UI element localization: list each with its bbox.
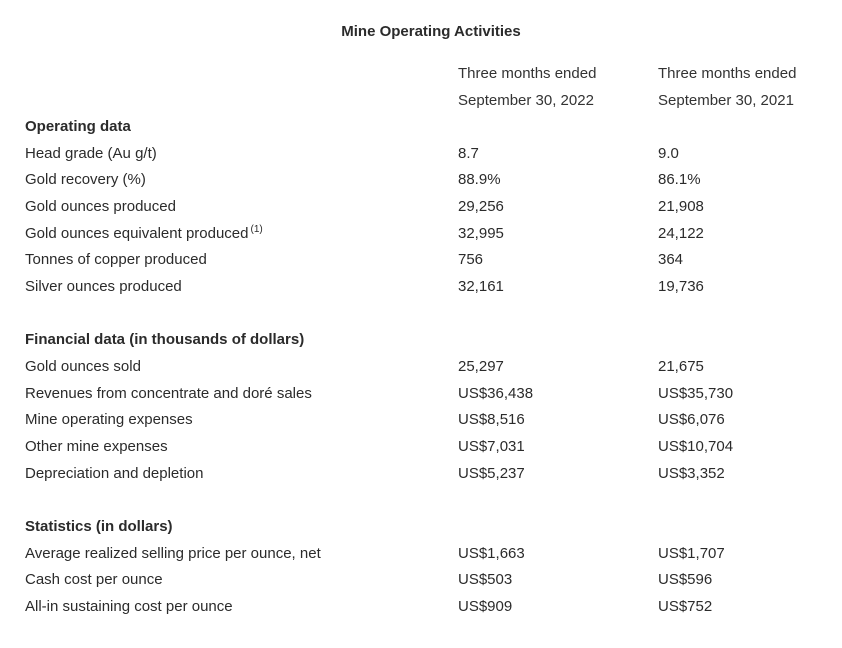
- value-2021: 9.0: [658, 145, 679, 162]
- row-label: Depreciation and depletion: [25, 465, 204, 482]
- table-title: Mine Operating Activities: [341, 23, 521, 40]
- value-2021: 24,122: [658, 225, 704, 242]
- table-row: [0, 246, 842, 273]
- row-label: Silver ounces produced: [25, 278, 182, 295]
- table-row: [0, 140, 842, 167]
- value-2021: US$10,704: [658, 438, 734, 455]
- value-2021: US$1,707: [658, 545, 725, 562]
- table-row: [0, 220, 842, 247]
- section-heading: Operating data: [25, 118, 131, 135]
- row-label-with-note: [25, 220, 263, 247]
- value-2021: US$35,730: [658, 385, 734, 402]
- column-header-line: Three months ended: [658, 65, 797, 82]
- value-2022: 29,256: [458, 198, 504, 215]
- column-header-line: September 30, 2022: [458, 92, 594, 109]
- value-2022: 32,161: [458, 278, 504, 295]
- value-2021: US$6,076: [658, 411, 725, 428]
- table-row: [0, 193, 842, 220]
- value-2021: 19,736: [658, 278, 704, 295]
- section-heading: Statistics (in dollars): [25, 518, 173, 535]
- value-2022: 88.9%: [458, 171, 501, 188]
- value-2022: US$36,438: [458, 385, 534, 402]
- value-2022: 8.7: [458, 145, 479, 162]
- column-header-2022: [458, 60, 596, 114]
- value-2022: US$503: [458, 571, 513, 588]
- row-label: Cash cost per ounce: [25, 571, 163, 588]
- value-2022: US$5,237: [458, 465, 525, 482]
- table-row: [0, 433, 842, 460]
- section-heading: Financial data (in thousands of dollars): [25, 331, 305, 348]
- section-heading-statistics: [0, 513, 842, 540]
- section-heading-operating: [0, 113, 842, 140]
- value-2022: 756: [458, 251, 484, 268]
- value-2022: 32,995: [458, 225, 504, 242]
- value-2021: 21,675: [658, 358, 704, 375]
- table-row: [0, 353, 842, 380]
- row-label: Gold recovery (%): [25, 171, 146, 188]
- column-header-line: Three months ended: [458, 65, 597, 82]
- value-2022: US$8,516: [458, 411, 525, 428]
- row-label: Gold ounces sold: [25, 358, 141, 375]
- row-label: Other mine expenses: [25, 438, 168, 455]
- table-row: [0, 460, 842, 487]
- row-label: Head grade (Au g/t): [25, 145, 157, 162]
- column-header-line: September 30, 2021: [658, 92, 794, 109]
- section-heading-financial: [0, 326, 842, 353]
- table-row: [0, 166, 842, 193]
- value-2022: 25,297: [458, 358, 504, 375]
- value-2022: US$7,031: [458, 438, 525, 455]
- row-label: Tonnes of copper produced: [25, 251, 207, 268]
- table-row: [0, 540, 842, 567]
- table-row: [0, 566, 842, 593]
- row-label: All-in sustaining cost per ounce: [25, 598, 233, 615]
- table-row: [0, 380, 842, 407]
- table-row: [0, 406, 842, 433]
- row-label: Average realized selling price per ounce, net: [25, 545, 321, 562]
- value-2022: US$909: [458, 598, 513, 615]
- footnote-marker: (1): [250, 224, 263, 235]
- value-2021: US$3,352: [658, 465, 725, 482]
- value-2021: US$596: [658, 571, 713, 588]
- row-label: Revenues from concentrate and doré sales: [25, 385, 312, 402]
- row-label: Gold ounces equivalent produced: [25, 225, 249, 242]
- table-row: [0, 593, 842, 620]
- value-2022: US$1,663: [458, 545, 525, 562]
- row-label: Mine operating expenses: [25, 411, 193, 428]
- value-2021: 86.1%: [658, 171, 701, 188]
- value-2021: 364: [658, 251, 684, 268]
- table-row: [0, 273, 842, 300]
- value-2021: 21,908: [658, 198, 704, 215]
- value-2021: US$752: [658, 598, 713, 615]
- column-header-2021: [658, 60, 796, 114]
- row-label: Gold ounces produced: [25, 198, 176, 215]
